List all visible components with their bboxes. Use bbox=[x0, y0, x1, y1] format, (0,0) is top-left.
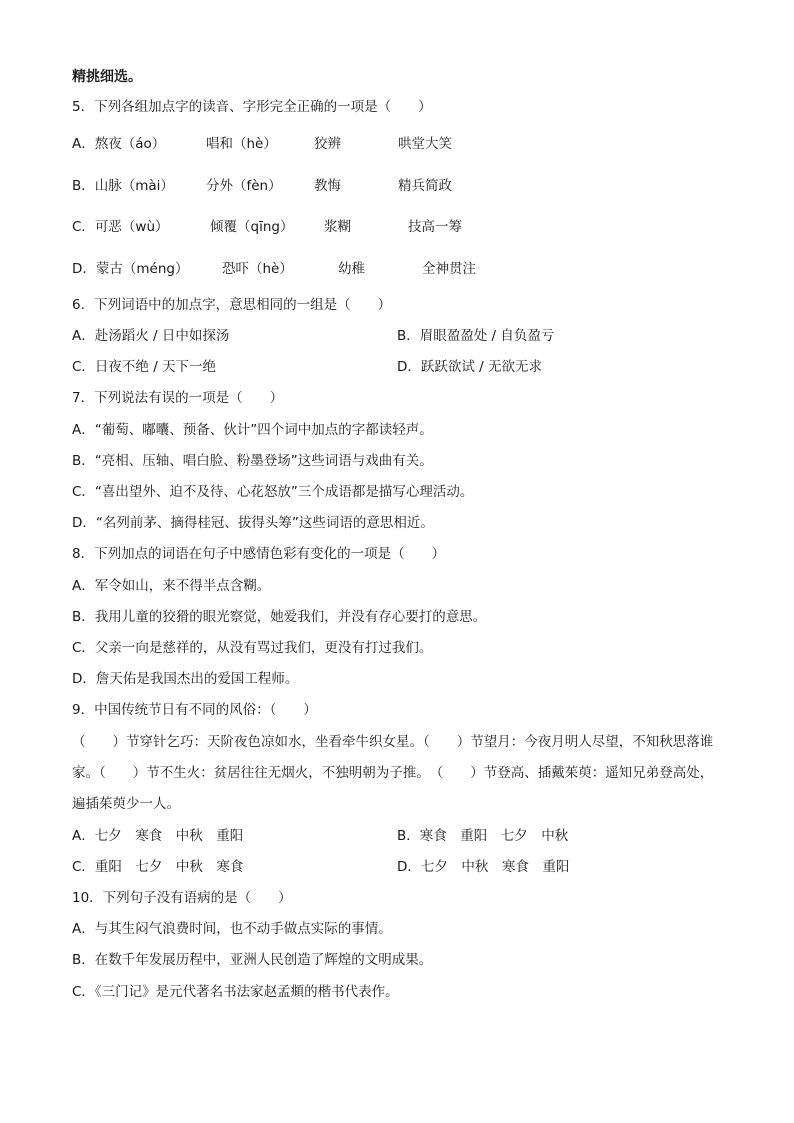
q5-a-3: 狡辨 bbox=[314, 136, 341, 152]
q7-option-c: C．“喜出望外、迫不及待、心花怒放”三个成语都是描写心理活动。 bbox=[72, 484, 474, 500]
q5-d-3: 幼稚 bbox=[338, 261, 365, 277]
q7-stem: 7．下列说法有误的一项是（ ） bbox=[72, 390, 284, 406]
q6-option-d: D．跃跃欲试 / 无欲无求 bbox=[397, 359, 543, 375]
q8-option-a: A．军令如山，来不得半点含糊。 bbox=[72, 578, 271, 594]
q6-option-b: B．眉眼盈盈处 / 自负盈亏 bbox=[397, 328, 555, 344]
q7-option-a: A．“葡萄、嘟囔、预备、伙计”四个词中加点的字都读轻声。 bbox=[72, 422, 433, 438]
section-header: 精挑细选。 bbox=[72, 69, 142, 85]
q5-d-1: D．蒙古（méng） bbox=[72, 261, 189, 277]
q6-option-c: C．日夜不绝 / 天下一绝 bbox=[72, 359, 217, 375]
q5-b-3: 教悔 bbox=[314, 178, 341, 194]
q5-a-4: 哄堂大笑 bbox=[398, 136, 452, 152]
q5-c-2: 倾覆（qīng） bbox=[210, 219, 294, 235]
q9-option-d: D．七夕 中秋 寒食 重阳 bbox=[397, 859, 570, 875]
q8-option-d: D．詹天佑是我国杰出的爱国工程师。 bbox=[72, 671, 299, 687]
q5-a-2: 唱和（hè） bbox=[206, 136, 277, 152]
q5-c-3: 浆糊 bbox=[324, 219, 351, 235]
q5-b-4: 精兵简政 bbox=[398, 178, 452, 194]
q5-d-2: 恐吓（hè） bbox=[222, 261, 293, 277]
q8-option-b: B．我用儿童的狡猾的眼光察觉，她爱我们，并没有存心要打的意思。 bbox=[72, 609, 487, 625]
q9-option-c: C．重阳 七夕 中秋 寒食 bbox=[72, 859, 244, 875]
q5-b-2: 分外（fèn） bbox=[206, 178, 282, 194]
q10-option-c: C．《三门记》是元代著名书法家赵孟頫的楷书代表作。 bbox=[72, 984, 399, 1000]
q9-body: （ ）节穿针乞巧：天阶夜色凉如水，坐看牵牛织女星。（ ）节望月：今夜月明人尽望，不知秋思落谁家。（ ）节不生火：贫居往往无烟火，不独明朝为子推。 （ ）节登高、插戴茱萸：遥知兄弟登高处，遍插茱萸少一人。 bbox=[72, 734, 714, 812]
q7-option-d: D．“名列前茅、摘得桂冠、拔得头筹”这些词语的意思相近。 bbox=[72, 515, 434, 531]
q9-option-a: A．七夕 寒食 中秋 重阳 bbox=[72, 828, 244, 844]
q10-option-a: A．与其生闷气浪费时间，也不动手做点实际的事情。 bbox=[72, 921, 392, 937]
q9-stem: 9．中国传统节日有不同的风俗：（ ） bbox=[72, 702, 317, 718]
q9-option-b: B．寒食 重阳 七夕 中秋 bbox=[397, 828, 569, 844]
q5-c-1: C．可恶（wù） bbox=[72, 219, 169, 235]
q6-option-a: A．赴汤蹈火 / 日中如探汤 bbox=[72, 328, 230, 344]
q10-stem: 10．下列句子没有语病的是（ ） bbox=[72, 890, 292, 906]
q8-stem: 8．下列加点的词语在句子中感情色彩有变化的一项是（ ） bbox=[72, 546, 446, 562]
q10-option-b: B．在数千年发展历程中，亚洲人民创造了辉煌的文明成果。 bbox=[72, 952, 433, 968]
q7-option-b: B．“亮相、压轴、唱白脸、粉墨登场”这些词语与戏曲有关。 bbox=[72, 453, 433, 469]
q5-c-4: 技高一筹 bbox=[408, 219, 462, 235]
q8-option-c: C．父亲一向是慈祥的，从没有骂过我们，更没有打过我们。 bbox=[72, 640, 433, 656]
q5-stem: 5．下列各组加点字的读音、字形完全正确的一项是（ ） bbox=[72, 99, 432, 115]
q5-a-1: A．熬夜（áo） bbox=[72, 136, 166, 152]
q5-b-1: B．山脉（mài） bbox=[72, 178, 174, 194]
q5-d-4: 全神贯注 bbox=[422, 261, 476, 277]
q6-stem: 6．下列词语中的加点字，意思相同的一组是（ ） bbox=[72, 297, 392, 313]
